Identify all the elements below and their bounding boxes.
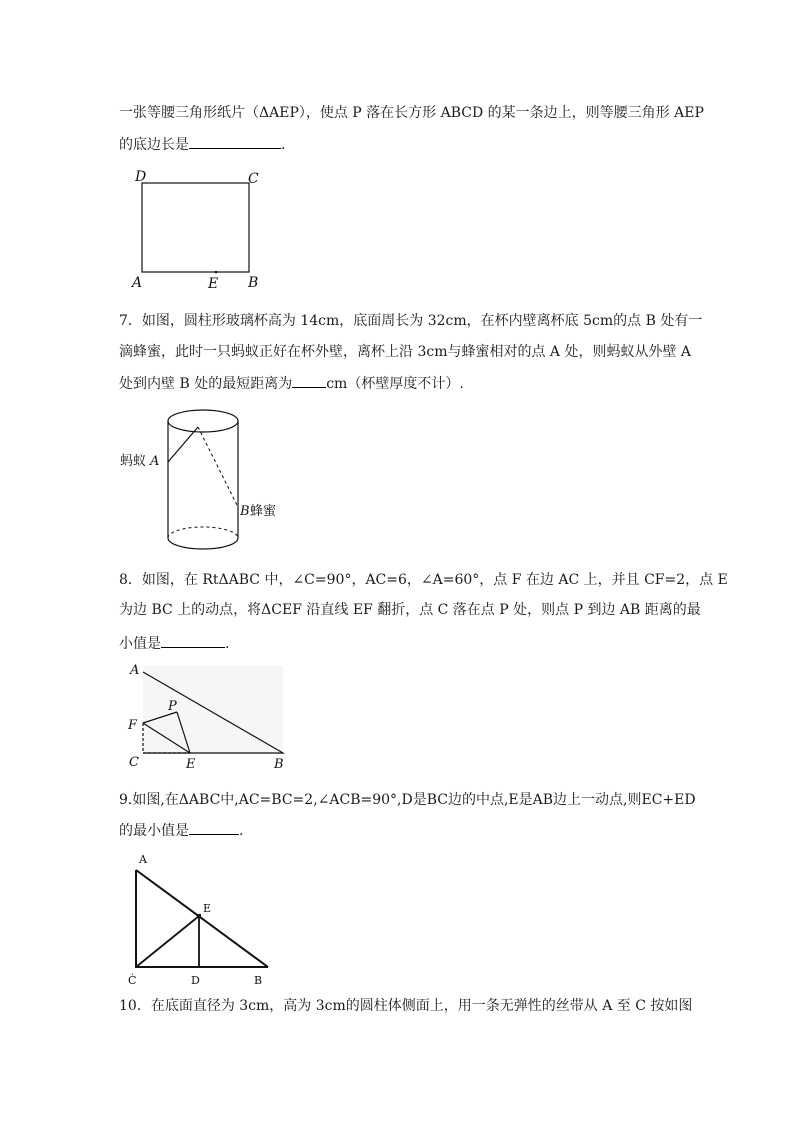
- label-e: E: [208, 276, 219, 292]
- q7-text-suffix: cm（杯壁厚度不计）.: [326, 376, 464, 392]
- label-f: F: [128, 718, 138, 733]
- q6-text-line-1: 一张等腰三角形纸片（ΔAEP），使点 P 落在长方形 ABCD 的某一条边上，则等腰三角形 AEP: [119, 105, 704, 121]
- q8-text-line-3: [119, 633, 229, 654]
- label-a: A: [130, 663, 140, 678]
- label-honey: 蜂蜜: [250, 504, 277, 519]
- q7-text-prefix: 处到内壁 B 处的最短距离为: [119, 376, 293, 392]
- segment-ce: [136, 916, 199, 967]
- label-d: D: [191, 974, 200, 987]
- q8-text-prefix: 小值是: [119, 636, 161, 652]
- label-a: A: [139, 853, 147, 866]
- cylinder-bottom-back-arc: [168, 527, 238, 538]
- label-a: A: [132, 275, 143, 291]
- q8-text-line-1: 8．如图，在 RtΔABC 中，∠C=90°，AC=6，∠A=60°，点 F 在边 AC 上，并且 CF=2，点 E: [119, 572, 728, 588]
- cylinder-top-ellipse: [168, 410, 238, 432]
- q6-text-prefix: 的底边长是: [119, 137, 189, 153]
- q7-text-line-2: 滴蜂蜜，此时一只蚂蚁正好在杯外壁，离杯上沿 3cm与蜂蜜相对的点 A 处，则蚂蚁从外壁 A: [119, 344, 692, 360]
- q9-text-line-2: [119, 820, 243, 841]
- q8-text-line-2: 为边 BC 上的动点，将ΔCEF 沿直线 EF 翻折，点 C 落在点 P 处，则点 P 到边 AB 距离的最: [119, 602, 701, 618]
- q7-answer-blank[interactable]: [292, 373, 326, 388]
- path-ant-to-rim: [168, 427, 198, 462]
- label-b: B: [254, 974, 263, 987]
- q6-text-line-2: [119, 134, 285, 155]
- path-rim-to-honey: [198, 427, 238, 507]
- label-a: A: [150, 454, 160, 469]
- q10-text-line-1: 10．在底面直径为 3cm，高为 3cm的圆柱体侧面上，用一条无弹性的丝带从 A 至 C 按如图: [119, 998, 693, 1014]
- label-d: D: [135, 169, 147, 185]
- label-e: E: [186, 757, 196, 772]
- label-e: E: [203, 902, 212, 915]
- q6-answer-blank[interactable]: [189, 134, 281, 149]
- segment-ab: [136, 870, 268, 967]
- label-b: B: [274, 757, 284, 772]
- rectangle-abcd: [142, 183, 249, 272]
- q7-text-line-1: 7．如图，圆柱形玻璃杯高为 14cm，底面周长为 32cm，在杯内壁离杯底 5cm的点 B 处有一: [119, 313, 703, 329]
- label-p: P: [168, 699, 177, 714]
- figure-right-triangle-fold: [124, 660, 304, 776]
- q9-answer-blank[interactable]: [189, 820, 239, 835]
- cylinder-bottom-front-arc: [168, 538, 238, 549]
- q9-text-line-1: 9.如图,在ΔABC中,AC=BC=2,∠ACB=90°,D是BC边的中点,E是AB边上一动点,则EC+ED: [119, 792, 696, 808]
- figure-cylinder: [116, 405, 306, 555]
- q9-text-prefix: 的最小值是: [119, 823, 189, 839]
- label-c: C: [248, 171, 259, 187]
- q7-text-line-3: [119, 373, 464, 394]
- label-ant: 蚂蚁: [120, 454, 147, 469]
- figure-isosceles-right-triangle: [120, 848, 280, 988]
- q8-text-suffix: .: [225, 636, 230, 652]
- point-e: [215, 271, 218, 274]
- point-e: [197, 914, 201, 918]
- label-c: Ċ: [128, 974, 137, 987]
- label-b: B: [240, 504, 250, 519]
- q8-answer-blank[interactable]: [161, 633, 225, 648]
- label-b: B: [248, 275, 259, 291]
- q9-text-suffix: .: [239, 823, 244, 839]
- q6-text-suffix: .: [281, 137, 286, 153]
- figure-rectangle-abcd: [128, 166, 268, 294]
- label-c: C: [129, 755, 139, 770]
